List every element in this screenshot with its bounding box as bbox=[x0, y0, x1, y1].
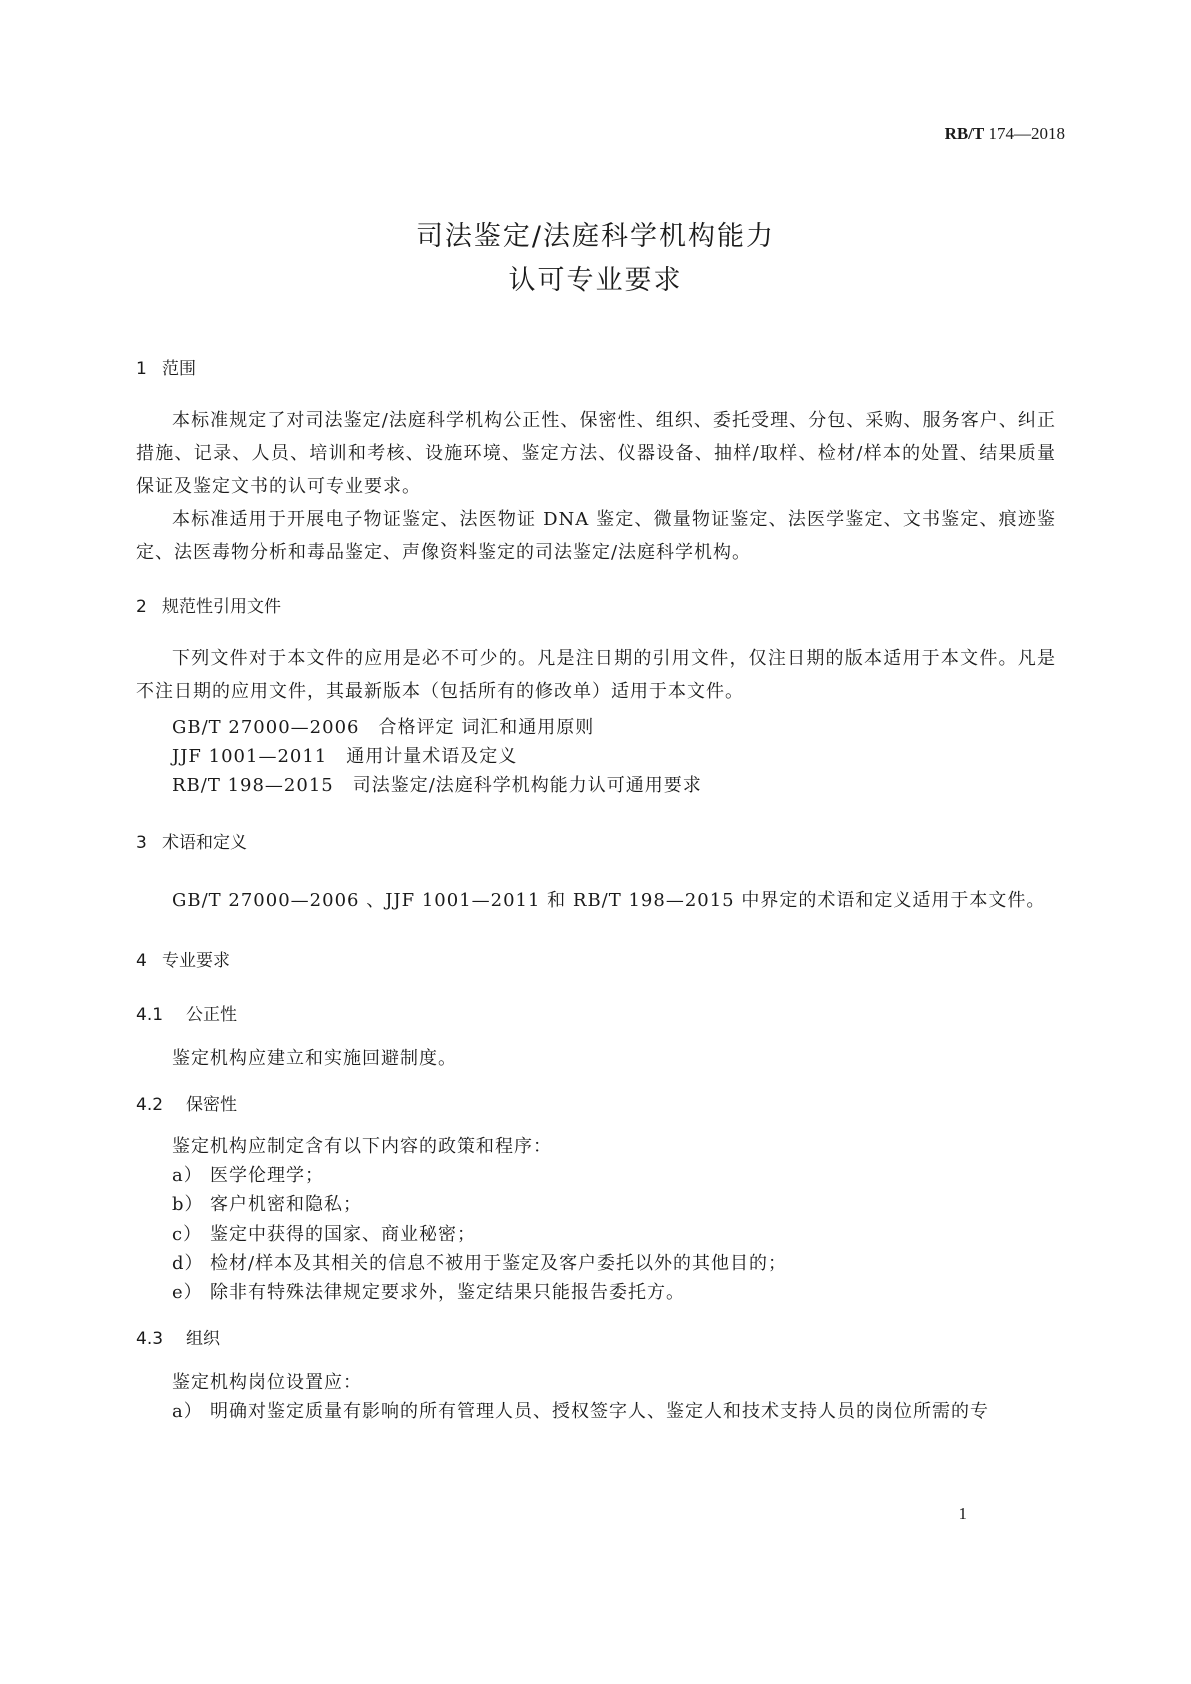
normative-reference-3: RB/T 198—2015 司法鉴定/法庭科学机构能力认可通用要求 bbox=[172, 775, 702, 796]
list-item: d） 检材/样本及其相关的信息不被用于鉴定及客户委托以外的其他目的； bbox=[172, 1253, 788, 1274]
section-2-heading: 2 规范性引用文件 bbox=[136, 597, 281, 617]
normative-reference-2: JJF 1001—2011 通用计量术语及定义 bbox=[172, 746, 518, 767]
normative-reference-1: GB/T 27000—2006 合格评定 词汇和通用原则 bbox=[172, 717, 595, 738]
standard-code: RB/T 174—2018 bbox=[944, 124, 1065, 143]
section-2-paragraph-1: 下列文件对于本文件的应用是必不可少的。凡是注日期的引用文件，仅注日期的版本适用于本文件。凡是不注日期的应用文件，其最新版本（包括所有的修改单）适用于本文件。 bbox=[136, 648, 1056, 702]
document-title-line-2: 认可专业要求 bbox=[508, 265, 683, 296]
section-4-heading: 4 专业要求 bbox=[136, 951, 230, 971]
list-item: e） 除非有特殊法律规定要求外，鉴定结果只能报告委托方。 bbox=[172, 1282, 685, 1303]
list-item: a） 明确对鉴定质量有影响的所有管理人员、授权签字人、鉴定人和技术支持人员的岗位所需的专 bbox=[172, 1401, 989, 1422]
section-4-2-heading: 4.2 保密性 bbox=[136, 1095, 237, 1115]
section-4-1-paragraph: 鉴定机构应建立和实施回避制度。 bbox=[172, 1048, 457, 1069]
page-number: 1 bbox=[958, 1504, 967, 1523]
section-3-paragraph-1: GB/T 27000—2006 、JJF 1001—2011 和 RB/T 198—2015 中界定的术语和定义适用于本文件。 bbox=[172, 890, 1046, 911]
section-1-paragraph-1: 本标准规定了对司法鉴定/法庭科学机构公正性、保密性、组织、委托受理、分包、采购、服务客户、纠正措施、记录、人员、培训和考核、设施环境、鉴定方法、仪器设备、抽样/取样、检材/样本的处置、结果质量保证及鉴定文书的认可专业要求。 bbox=[136, 410, 1056, 497]
section-4-2-intro: 鉴定机构应制定含有以下内容的政策和程序： bbox=[172, 1136, 552, 1157]
list-item: c） 鉴定中获得的国家、商业秘密； bbox=[172, 1224, 476, 1245]
document-title-line-1: 司法鉴定/法庭科学机构能力 bbox=[415, 221, 776, 252]
list-item: a） 医学伦理学； bbox=[172, 1165, 324, 1186]
section-1-heading: 1 范围 bbox=[136, 359, 196, 379]
section-1-paragraph-2: 本标准适用于开展电子物证鉴定、法医物证 DNA 鉴定、微量物证鉴定、法医学鉴定、文书鉴定、痕迹鉴定、法医毒物分析和毒品鉴定、声像资料鉴定的司法鉴定/法庭科学机构。 bbox=[136, 509, 1056, 563]
list-item: b） 客户机密和隐私； bbox=[172, 1194, 362, 1215]
section-4-1-heading: 4.1 公正性 bbox=[136, 1005, 237, 1025]
section-4-3-intro: 鉴定机构岗位设置应： bbox=[172, 1372, 362, 1393]
section-4-3-heading: 4.3 组织 bbox=[136, 1329, 220, 1349]
section-3-heading: 3 术语和定义 bbox=[136, 833, 247, 853]
